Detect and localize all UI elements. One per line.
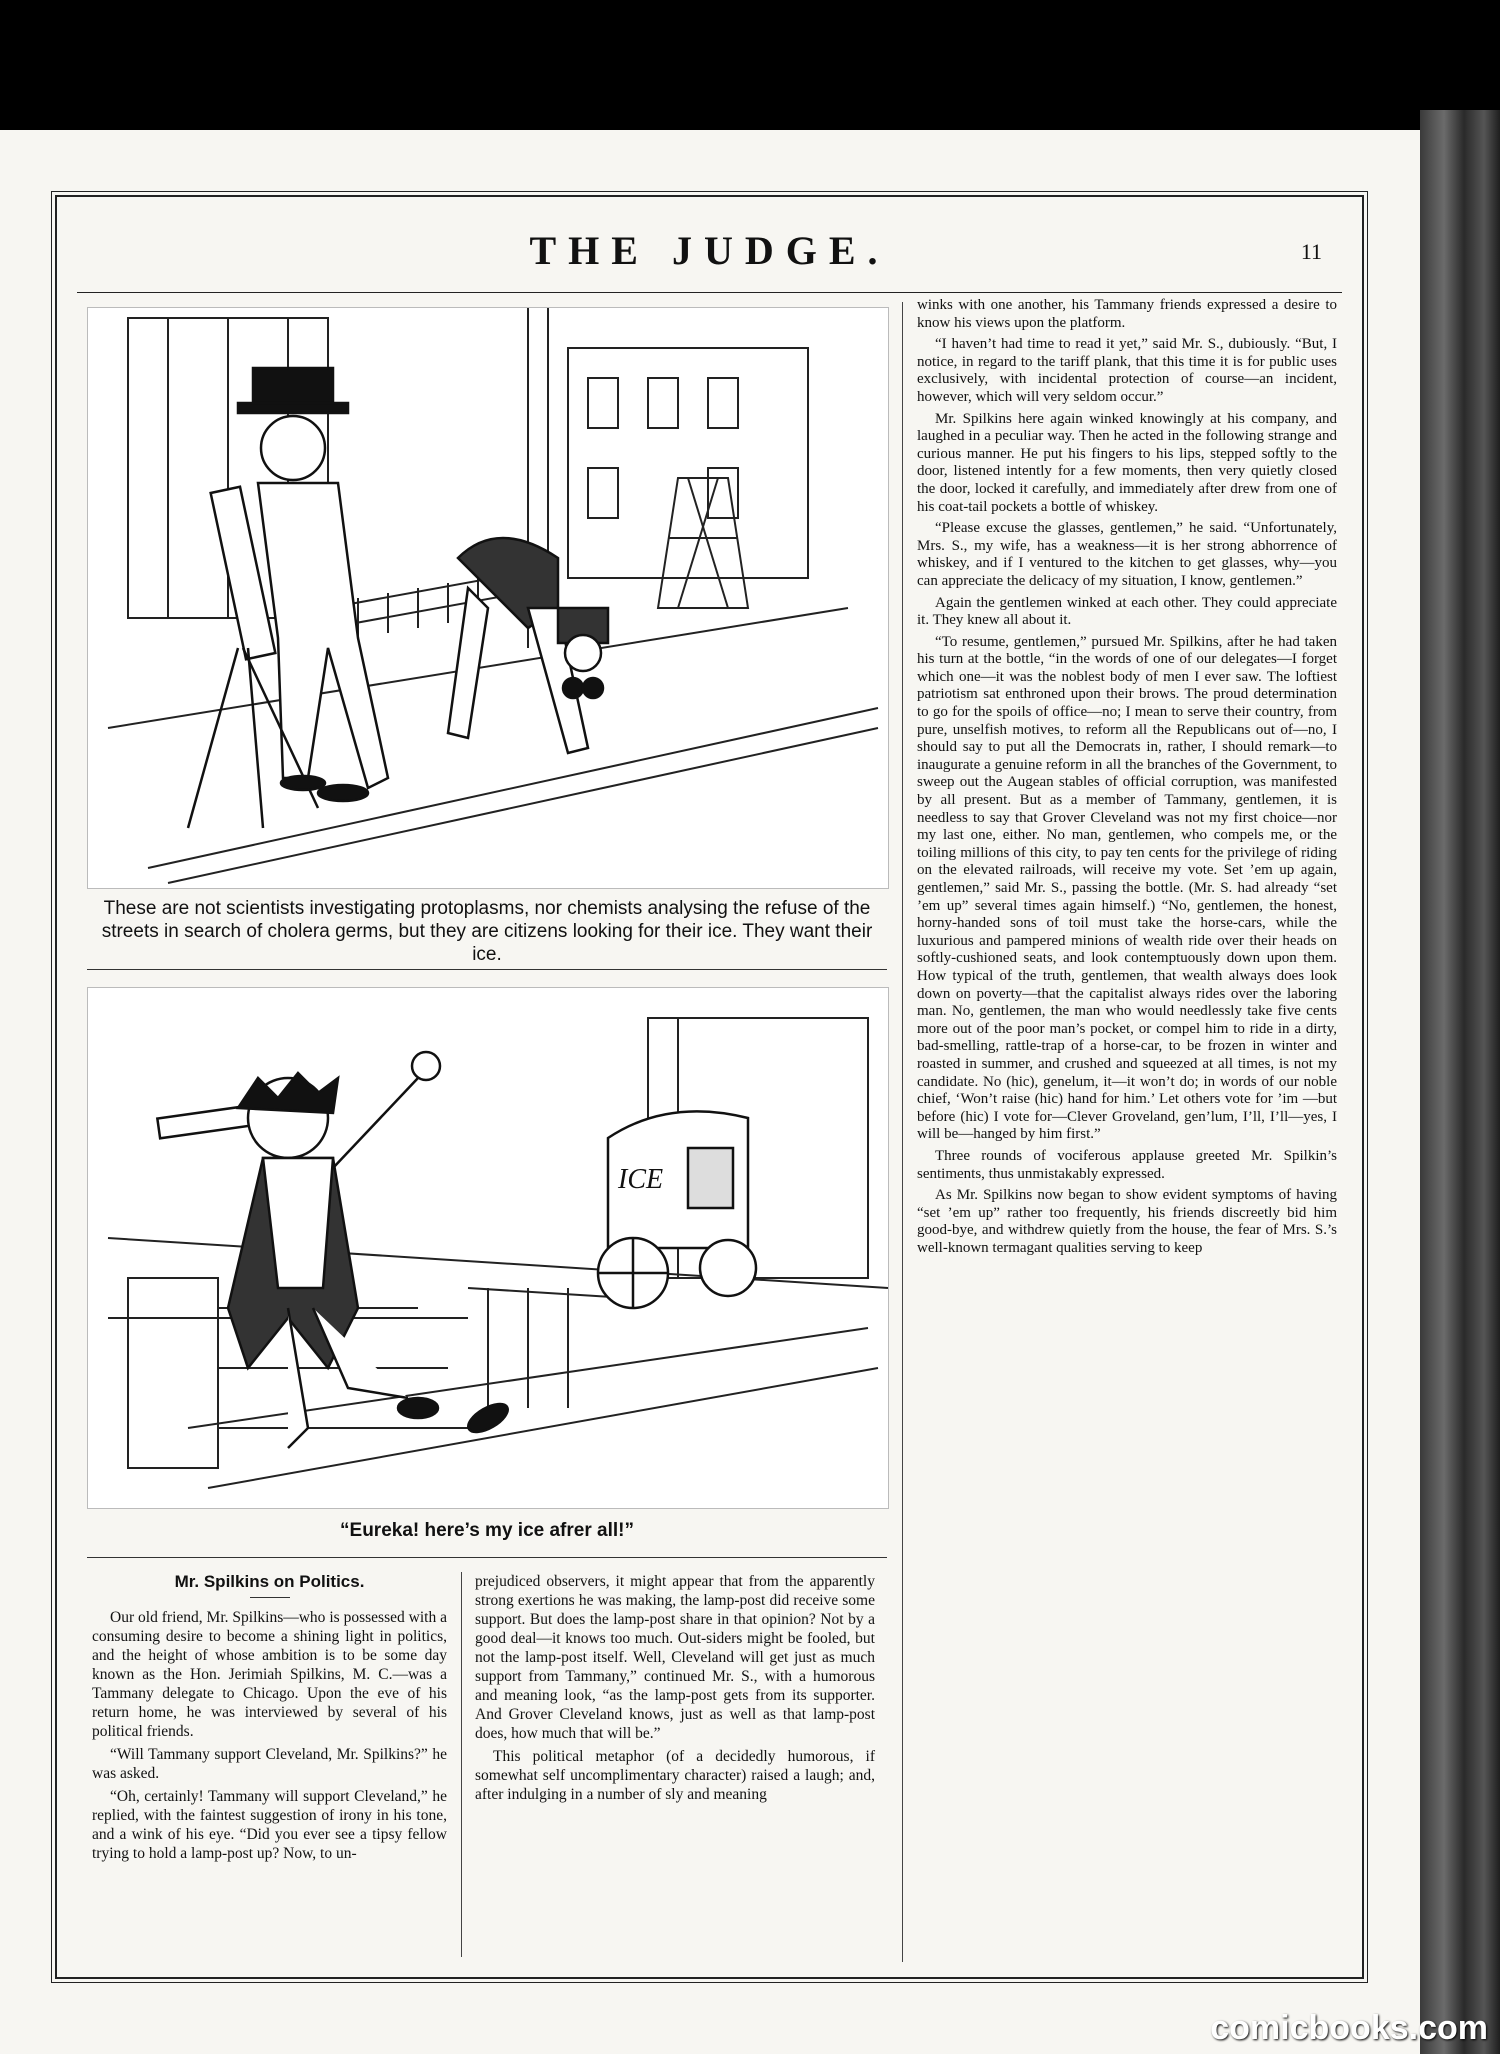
article-paragraph: “I haven’t had time to read it yet,” said Mr. S., dubiously. “But, I notice, in regard to the tariff plank, that this time it is for public uses exclusively, with incidental protection of course—an incident, however, which will very seldom occur.” <box>917 336 1337 405</box>
article-column-1 <box>92 1572 447 1867</box>
article-paragraph: “Oh, certainly! Tammany will support Cleveland,” he replied, with the faintest suggestion of irony in his tone, and a wink of his eye. “Did you ever see a tipsy fellow trying to hold a lamp-post up? Now, to un- <box>92 1788 447 1862</box>
cartoon-divider <box>87 969 887 970</box>
column-rule <box>902 302 903 1962</box>
article-top-rule <box>87 1557 887 1558</box>
title-rule <box>250 1597 290 1598</box>
cartoon-ice-search-drawing <box>88 308 888 888</box>
article-paragraph: As Mr. Spilkins now began to show evident symptoms of having “set ’em up” rather too frequently, his friends discreetly bid him good-bye, and withdrew quietly from the house, the fear of Mrs. S.’s well-known termagant qualities serving to keep <box>917 1187 1337 1256</box>
article-paragraph: “Will Tammany support Cleveland, Mr. Spilkins?” he was asked. <box>92 1746 447 1782</box>
book-spine <box>1420 110 1500 2054</box>
column-rule <box>461 1572 462 1957</box>
cartoon-eureka <box>87 987 889 1509</box>
article-paragraph: This political metaphor (of a decidedly humorous, if somewhat self uncomplimentary character) raised a laugh; and, after indulging in a number of sly and meaning <box>475 1748 875 1803</box>
article-paragraph: Mr. Spilkins here again winked knowingly at his company, and laughed in a peculiar way. Then he acted in the following strange and curious manner. He put his fingers to his lips, stepped softly to the door, listened intently for a few moments, then very quietly closed the door, locked it carefully, and immediately after drew from one of his coat-tail pockets a bottle of whiskey. <box>917 410 1337 515</box>
site-watermark: comicbooks.com <box>1210 2009 1488 2047</box>
cartoon-eureka-drawing <box>88 988 888 1508</box>
cartoon-ice-search-caption: These are not scientists investigating protoplasms, nor chemists analysing the refuse of the streets in search of cholera germs, but they are citizens looking for their ice. They want their ice. <box>101 898 873 965</box>
article-column-3 <box>917 297 1337 1261</box>
article-paragraph: “To resume, gentlemen,” pursued Mr. Spilkins, after he had taken his turn at the bottle, “in the words of one of our delegates—I forget which one—it was the noblest body of men I ever saw. The loftiest patriotism sat enthroned upon their brows. The proud determination to go for the spoils of office—no; I mean to serve their country, from pure, unselfish motives, to reform all the Republicans out of—no, I should say to put all the Democrats in, rather, I should remark—to inaugurate a genuine reform in all the branches of the Government, to sweep out the Augean stables of official corruption, was manifested by all present. But as a member of Tammany, gentlemen, it is needless to say that Grover Cleveland was not my first choice—nor my last one, either. No man, gentlemen, who compels me, or the toiling millions of this city, to pay ten cents for the privilege of riding on the elevated railroads, will receive my vote. Set ’em up again, gentlemen,” said Mr. S., passing the bottle. (Mr. S. had already “set ’em up” several times again himself.) “No, gentlemen, the honest, horny-handed sons of toil must take the horse-cars, while the luxurious and pampered minions of wealth ride over their heads on softly-cushioned seats, and look contemptuously down upon them. How typical of the truth, gentlemen, that wealth always does look down on poverty—that the capitalist always rides over the laboring man. No, gentlemen, the man who would needlessly take five cents more out of the poor man’s pocket, or compel him to ride in a dirty, bad-smelling, rattle-trap of a horse-car, to be frozen in winter and roasted in summer, and crushed and squeezed at all times, is not my candidate. No (hic), genelum, it—it won’t do; in words of our noble chief, ‘Won’t raise (hic) hand for him.’ Let others vote for ’im —but before (hic) I vote for—Clever Groveland, gen’lum, I’ll, I’ll—yes, I will be—hanged by him first.” <box>917 633 1337 1143</box>
article-paragraph: Again the gentlemen winked at each other. They could appreciate it. They knew all about it. <box>917 594 1337 629</box>
cartoon-ice-search <box>87 307 889 889</box>
article-paragraph: prejudiced observers, it might appear that from the apparently strong exertions he was making, the lamp-post did receive some support. But does the lamp-post share in that opinion? Not by a good deal—it knows too much. Out-siders might be fooled, but not the lamp-post itself. Well, Cleveland will get just as much support from Tammany,” continued Mr. S., with a humorous and meaning look, “as the lamp-post gets from its supporter. And Grover Cleveland knows, just as well as that lamp-post does, how much that will be.” <box>475 1573 875 1742</box>
page-frame <box>55 195 1364 1979</box>
article-paragraph: Three rounds of vociferous applause greeted Mr. Spilkin’s sentiments, thus unmistakably expressed. <box>917 1147 1337 1182</box>
article-column-2 <box>475 1572 875 1808</box>
cartoon-eureka-caption: “Eureka! here’s my ice afrer all!” <box>340 1520 634 1541</box>
masthead: THE JUDGE. <box>529 228 890 273</box>
article-title: Mr. Spilkins on Politics. <box>174 1572 365 1591</box>
article-paragraph: “Please excuse the glasses, gentlemen,” he said. “Unfortunately, Mrs. S., my wife, has a weakness—it is her strong abhorrence of whiskey, and if I ventured to the kitchen to get glasses, why—you can appreciate the delicacy of my situation, I know, gentlemen.” <box>917 520 1337 589</box>
article-paragraph: winks with one another, his Tammany friends expressed a desire to know his views upon the platform. <box>917 297 1337 331</box>
ice-wagon-sign: ICE <box>618 1164 664 1195</box>
masthead-rule <box>77 292 1342 293</box>
page-number: 11 <box>1300 239 1322 264</box>
article-paragraph: Our old friend, Mr. Spilkins—who is possessed with a consuming desire to become a shining light in politics, and the height of whose ambition is to be some day known as the Hon. Jerimiah Spilkins, M. C.—was a Tammany delegate to Chicago. Upon the eve of his return home, he was interviewed by several of his political friends. <box>92 1609 447 1740</box>
